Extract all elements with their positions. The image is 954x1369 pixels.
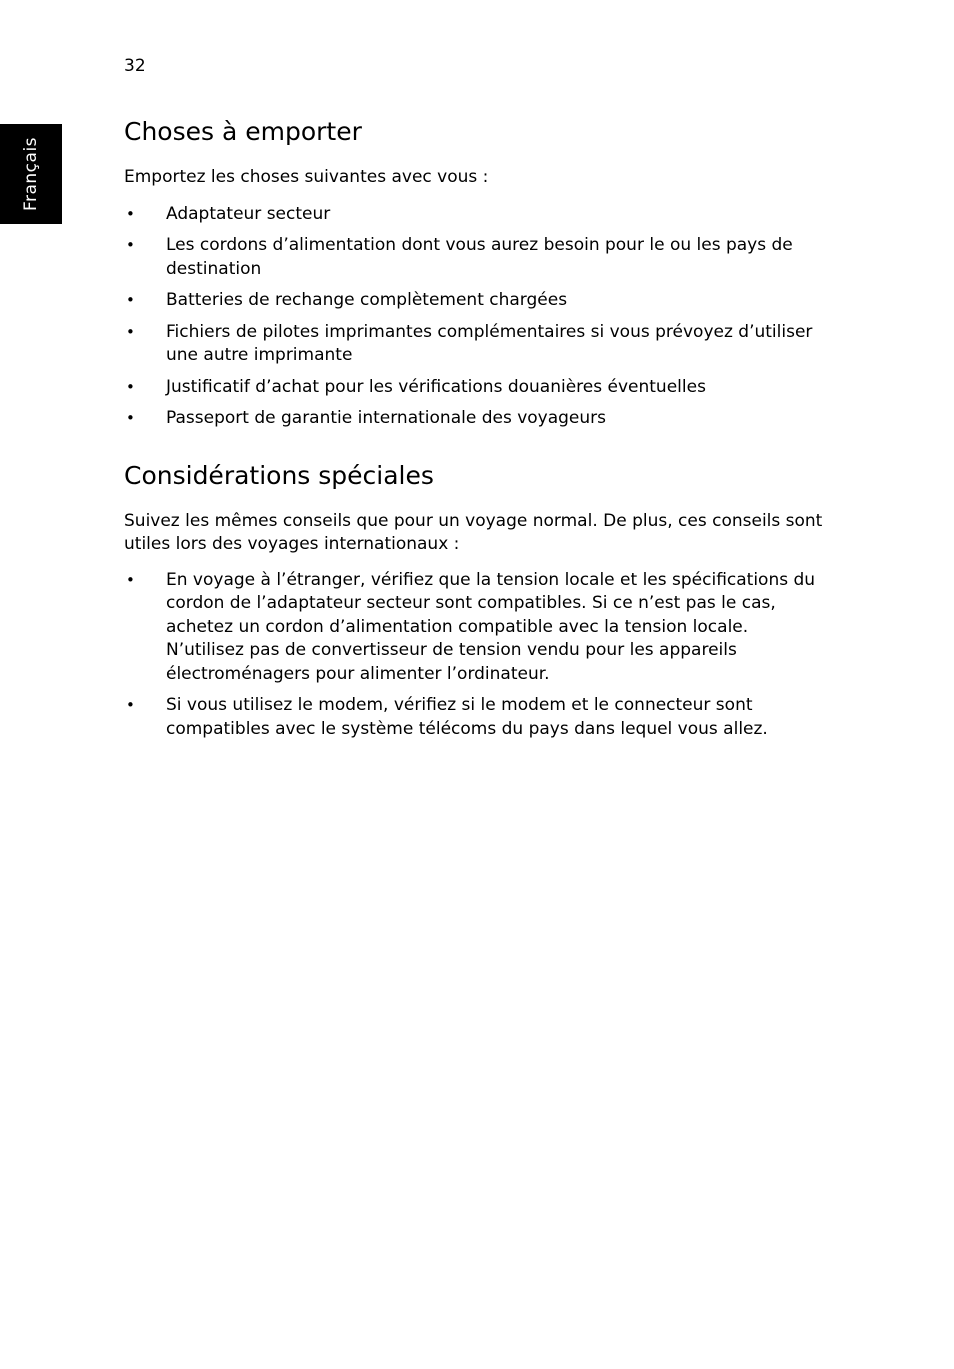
section-intro: Suivez les mêmes conseils que pour un voyage normal. De plus, ces conseils sont utiles lors des voyages internationaux : (124, 510, 823, 554)
bullet-list (124, 203, 824, 431)
list-item (124, 376, 824, 400)
bullet-icon: • (126, 291, 135, 309)
language-tab (0, 124, 62, 224)
list-item-text: Passeport de garantie internationale des voyageurs (166, 408, 607, 428)
language-tab-label: Français (21, 136, 41, 212)
list-item (124, 694, 824, 741)
bullet-list (124, 569, 824, 742)
bullet-icon: • (126, 409, 135, 427)
list-item (124, 203, 824, 227)
bullet-icon: • (126, 236, 135, 254)
bullet-icon: • (126, 377, 135, 396)
list-item-text: En voyage à l’étranger, vérifiez que la tension locale et les spécifications du cordon de l’adaptateur secteur sont compatibles. Si ce n’est pas le cas, achetez un cordon d’alimentation compatible avec la tension locale. N’utilisez pas de convertisseur de tension vendu pour les appareils électroménagers pour alimenter l’ordinateur. (166, 569, 816, 684)
section-title-considerations-speciales: Considérations spéciales (124, 460, 434, 490)
list-item-text: Justificatif d’achat pour les vérifications douanières éventuelles (166, 376, 706, 397)
list-item-text: Si vous utilisez le modem, vérifiez si le modem et le connecteur sont compatibles avec le système télécoms du pays dans lequel vous allez. (166, 695, 768, 739)
section-title-choses-a-emporter: Choses à emporter (124, 117, 362, 146)
list-item-text: Batteries de rechange complètement chargées (166, 290, 568, 310)
list-item-text: Fichiers de pilotes imprimantes complémentaires si vous prévoyez d’utiliser une autre imprimante (166, 321, 813, 365)
list-item (124, 569, 824, 687)
list-item (124, 234, 824, 281)
section-intro: Emportez les choses suivantes avec vous : (124, 167, 489, 187)
bullet-icon: • (126, 570, 135, 589)
list-item-text: Adaptateur secteur (166, 203, 331, 224)
page-content (124, 112, 824, 741)
list-item (124, 289, 824, 313)
bullet-icon: • (126, 322, 135, 341)
bullet-icon: • (126, 696, 135, 714)
bullet-icon: • (126, 204, 135, 223)
list-item (124, 407, 824, 431)
list-item-text: Les cordons d’alimentation dont vous aurez besoin pour le ou les pays de destination (166, 235, 793, 279)
list-item (124, 321, 824, 368)
page-number: 32 (124, 56, 146, 76)
